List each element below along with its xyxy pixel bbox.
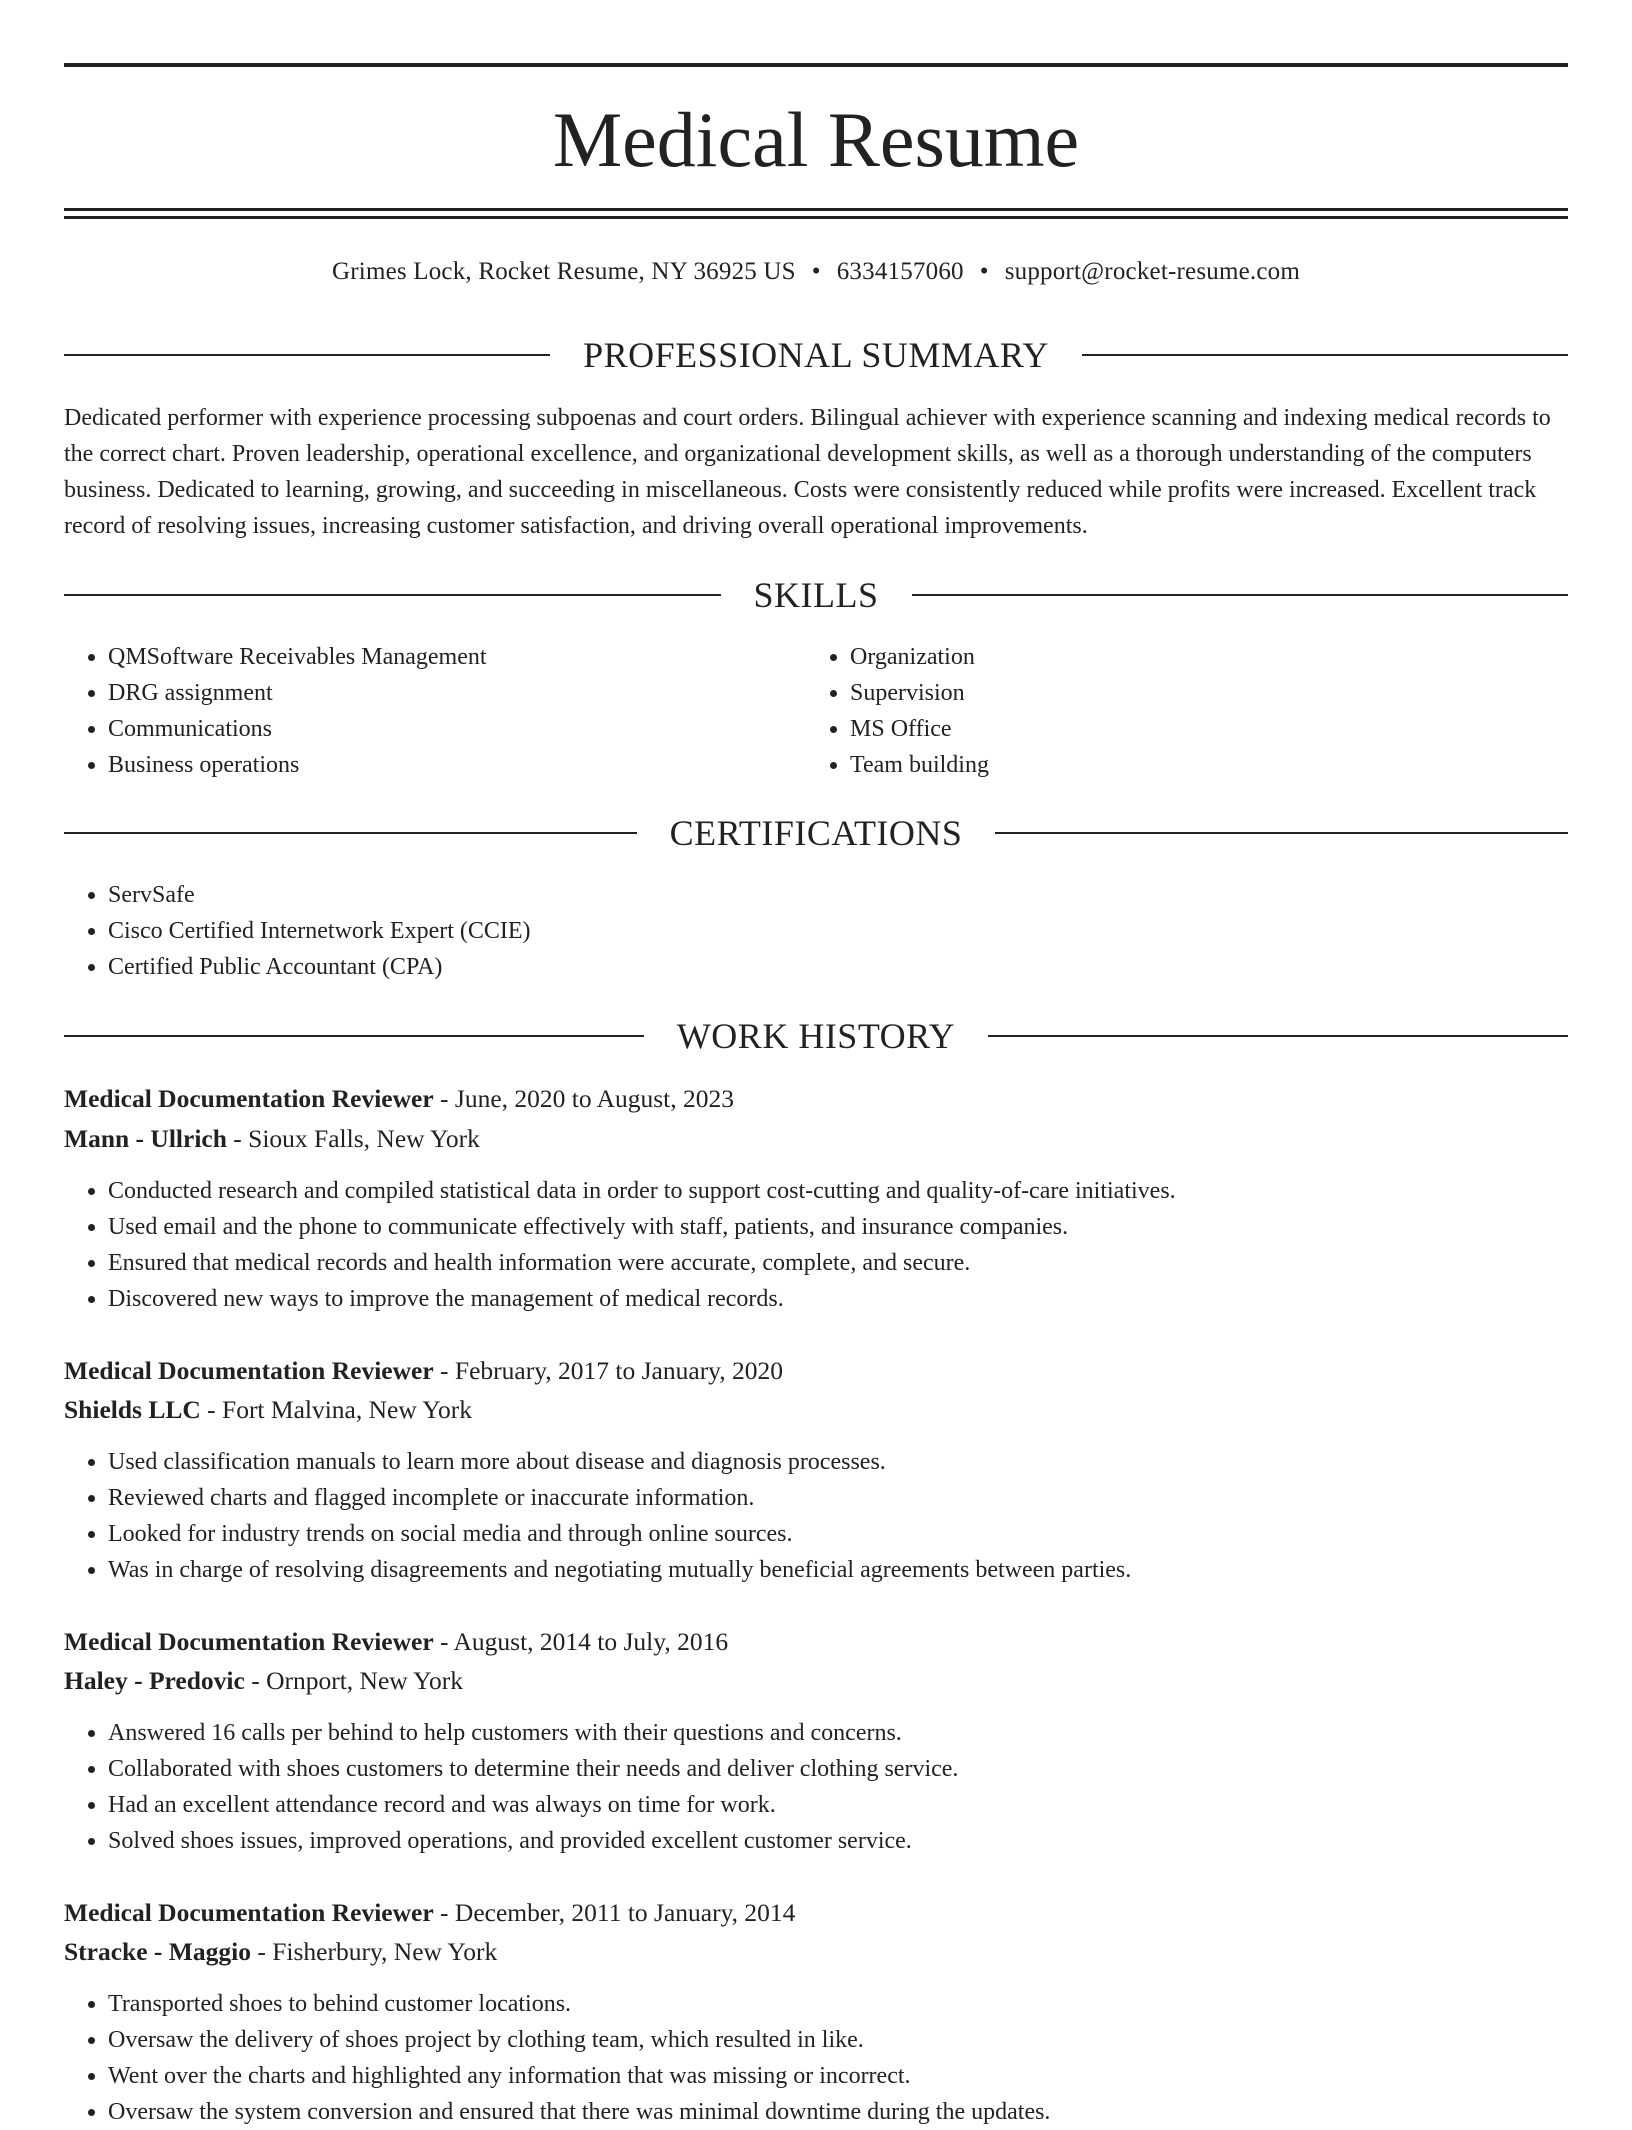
contact-email: support@rocket-resume.com xyxy=(1004,258,1300,285)
resume-title: Medical Resume xyxy=(552,96,1080,183)
summary-text: Dedicated performer with experience processing subpoenas and court orders. Bilingual achiever with experience scanning and indexing medical records to the correct chart. Proven leadership, operational excellence, and organizational development skills, as well as a thorough understanding of the computers business. Dedicated to learning, growing, and succeeding in miscellaneous. Costs were consistently reduced while profits were increased. Excellent track record of resolving issues, increasing customer satisfaction, and driving overall operational improvements. xyxy=(64,405,1551,539)
skill-item: • Team building xyxy=(850,747,1550,783)
job-bullet: • Solved shoes issues, improved operations, and provided excellent customer service. xyxy=(108,1823,1588,1859)
job-title-line xyxy=(64,1893,795,1933)
skill-item: • Organization xyxy=(850,639,1550,675)
job-bullet: • Looked for industry trends on social media and through online sources. xyxy=(108,1516,1588,1552)
job-company-line xyxy=(64,1661,463,1701)
job-bullets xyxy=(64,1986,1588,2130)
job-title: Medical Documentation Reviewer xyxy=(64,1627,434,1656)
job-dates: - June, 2020 to August, 2023 xyxy=(433,1084,734,1113)
job-bullet: • Discovered new ways to improve the management of medical records. xyxy=(108,1281,1588,1317)
work-history-heading-label: WORK HISTORY xyxy=(676,1016,956,1056)
job-location: - Fort Malvina, New York xyxy=(200,1395,473,1424)
job-company: Stracke - Maggio xyxy=(64,1937,251,1966)
job-bullet: • Ensured that medical records and health information were accurate, complete, and secure. xyxy=(108,1245,1588,1281)
job-dates: - February, 2017 to January, 2020 xyxy=(433,1356,784,1385)
skill-item: • Business operations xyxy=(108,747,808,783)
heading-rule xyxy=(64,832,637,834)
summary-heading xyxy=(64,332,1568,378)
certification-item: • ServSafe xyxy=(108,877,1508,913)
skills-list-left xyxy=(64,639,808,783)
certification-item: • Certified Public Accountant (CPA) xyxy=(108,949,1508,985)
work-history-heading xyxy=(64,1013,1568,1059)
heading-rule xyxy=(995,832,1568,834)
job-bullet: • Conducted research and compiled statistical data in order to support cost-cutting and quality-of-care initiatives. xyxy=(108,1173,1588,1209)
heading-rule xyxy=(64,354,550,356)
heading-rule xyxy=(988,1035,1568,1037)
job-bullet: • Transported shoes to behind customer locations. xyxy=(108,1986,1588,2022)
certifications-heading xyxy=(64,810,1568,856)
job-title: Medical Documentation Reviewer xyxy=(64,1898,434,1927)
skill-item: • QMSoftware Receivables Management xyxy=(108,639,808,675)
job-bullet: • Reviewed charts and flagged incomplete or inaccurate information. xyxy=(108,1480,1588,1516)
job-bullet: • Answered 16 calls per behind to help customers with their questions and concerns. xyxy=(108,1715,1588,1751)
skill-item: • Communications xyxy=(108,711,808,747)
job-location: - Ornport, New York xyxy=(244,1666,463,1695)
heading-rule xyxy=(64,1035,644,1037)
job-title-line xyxy=(64,1622,728,1662)
job-bullet: • Oversaw the delivery of shoes project by clothing team, which resulted in like. xyxy=(108,2022,1588,2058)
skills-heading-label: SKILLS xyxy=(753,575,879,615)
job-bullets xyxy=(64,1444,1588,1588)
top-rule xyxy=(64,63,1568,67)
job-company-line xyxy=(64,1932,497,1972)
job-title: Medical Documentation Reviewer xyxy=(64,1356,434,1385)
contact-address: Grimes Lock, Rocket Resume, NY 36925 US xyxy=(332,258,796,285)
contact-line xyxy=(64,252,1568,292)
job-bullet: • Oversaw the system conversion and ensured that there was minimal downtime during the updates. xyxy=(108,2094,1588,2130)
job-title-line xyxy=(64,1351,783,1391)
certification-item: • Cisco Certified Internetwork Expert (CCIE) xyxy=(108,913,1508,949)
job-bullet: • Had an excellent attendance record and was always on time for work. xyxy=(108,1787,1588,1823)
job-title-line xyxy=(64,1079,734,1119)
skill-item: • DRG assignment xyxy=(108,675,808,711)
job-location: - Fisherbury, New York xyxy=(250,1937,498,1966)
certifications-list xyxy=(64,877,1508,985)
contact-separator: • xyxy=(811,258,821,285)
contact-phone: 6334157060 xyxy=(836,258,964,285)
job-company: Mann - Ullrich xyxy=(64,1124,227,1153)
skill-item: • Supervision xyxy=(850,675,1550,711)
skill-item: • MS Office xyxy=(850,711,1550,747)
job-location: - Sioux Falls, New York xyxy=(226,1124,480,1153)
job-bullets xyxy=(64,1715,1588,1859)
job-title: Medical Documentation Reviewer xyxy=(64,1084,434,1113)
job-bullet: • Collaborated with shoes customers to determine their needs and deliver clothing service. xyxy=(108,1751,1588,1787)
certifications-heading-label: CERTIFICATIONS xyxy=(669,813,963,853)
skills-list-right xyxy=(806,639,1550,783)
job-bullet: • Went over the charts and highlighted any information that was missing or incorrect. xyxy=(108,2058,1588,2094)
job-bullets xyxy=(64,1173,1588,1317)
job-dates: - August, 2014 to July, 2016 xyxy=(433,1627,729,1656)
heading-rule xyxy=(1082,354,1568,356)
contact-separator: • xyxy=(979,258,989,285)
job-company: Shields LLC xyxy=(64,1395,201,1424)
title-rule-upper xyxy=(64,208,1568,211)
job-company-line xyxy=(64,1390,472,1430)
skills-heading xyxy=(64,572,1568,618)
job-bullet: • Was in charge of resolving disagreements and negotiating mutually beneficial agreements between parties. xyxy=(108,1552,1588,1588)
job-bullet: • Used classification manuals to learn more about disease and diagnosis processes. xyxy=(108,1444,1588,1480)
heading-rule xyxy=(912,594,1569,596)
job-dates: - December, 2011 to January, 2014 xyxy=(433,1898,796,1927)
job-company-line xyxy=(64,1119,480,1159)
job-company: Haley - Predovic xyxy=(64,1666,245,1695)
title-rule-lower xyxy=(64,216,1568,219)
job-bullet: • Used email and the phone to communicate effectively with staff, patients, and insurance companies. xyxy=(108,1209,1588,1245)
summary-heading-label: PROFESSIONAL SUMMARY xyxy=(583,335,1049,375)
heading-rule xyxy=(64,594,721,596)
